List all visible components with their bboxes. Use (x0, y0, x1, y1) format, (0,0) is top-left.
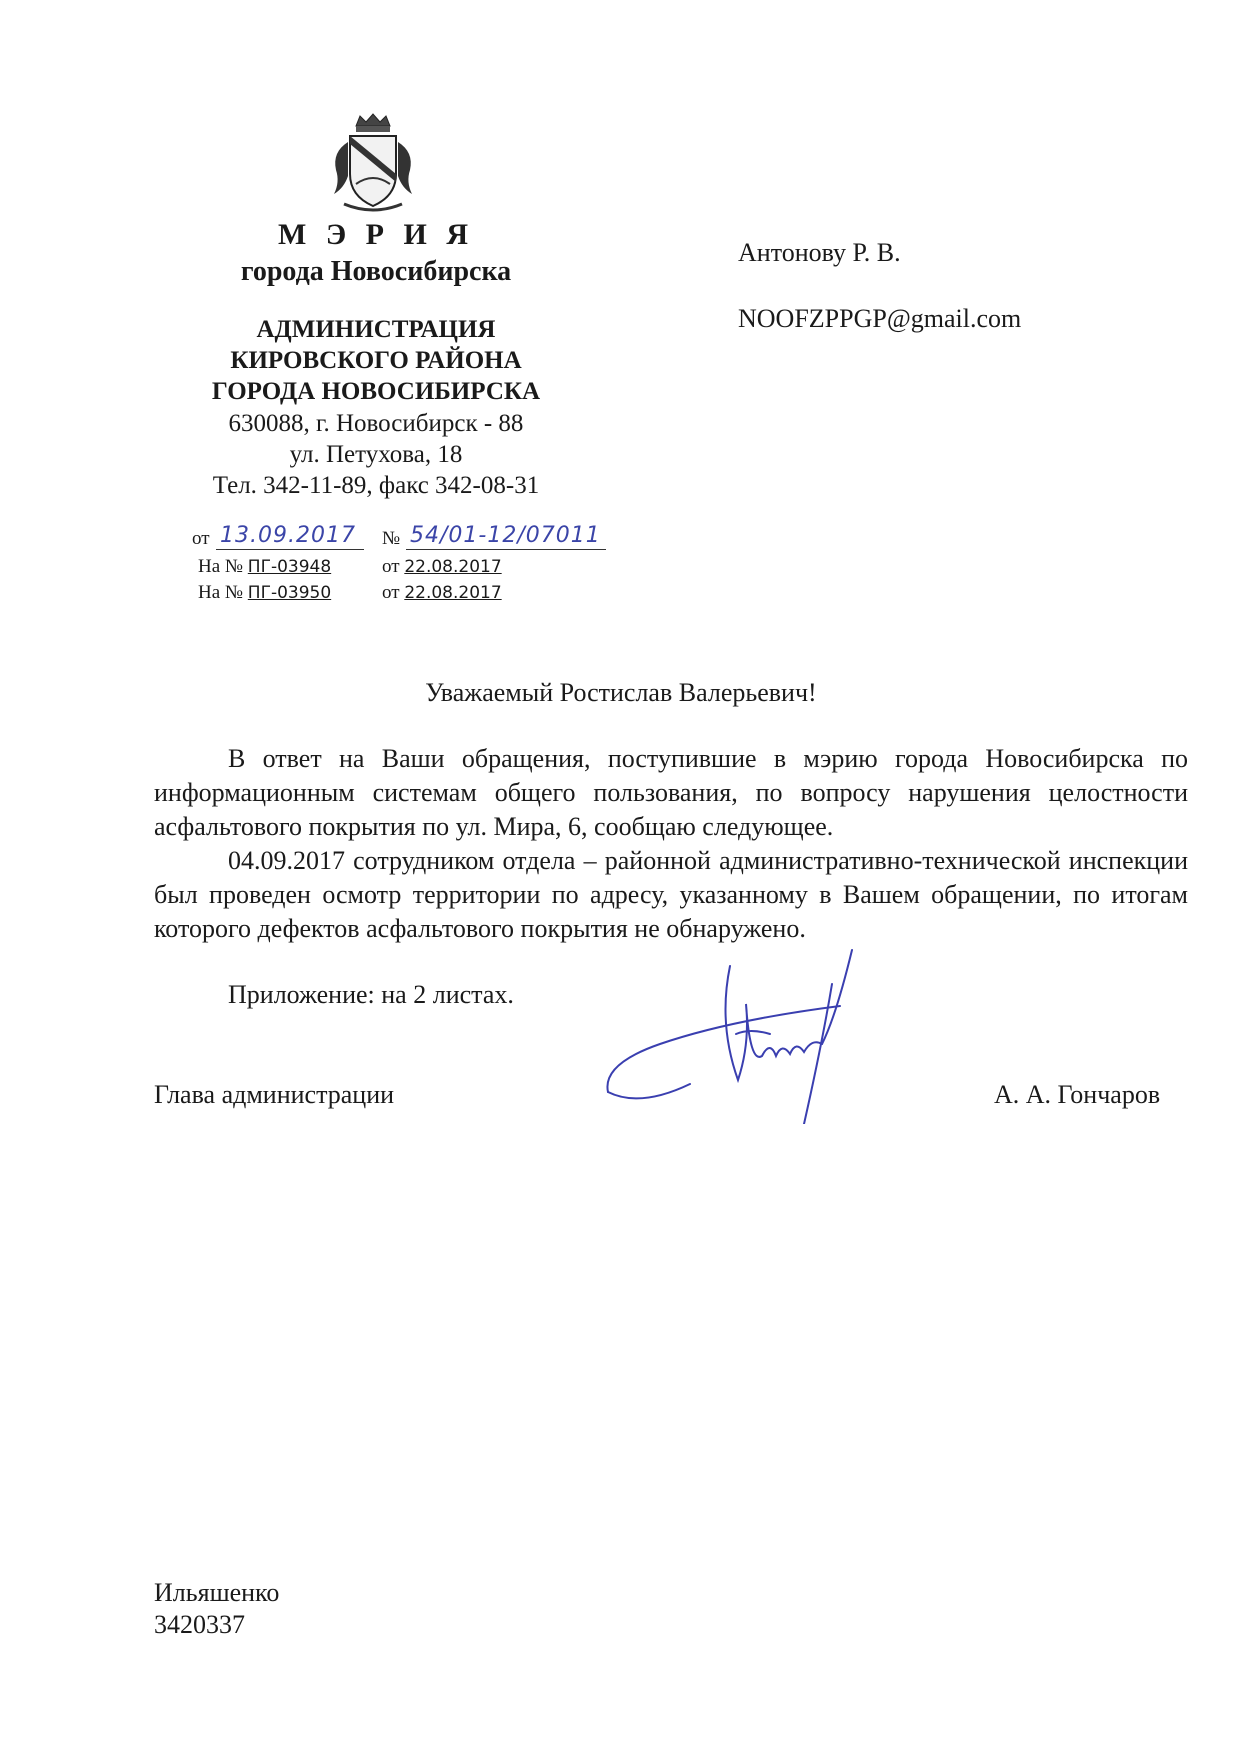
body-paragraph: 04.09.2017 сотрудником отдела – районной административно-технической инспекции был проведен осмотр территории по адресу, указанному в Вашем обращении, по итогам которого дефектов асфальтового покрытия не обнаружено. (154, 846, 1188, 943)
recipient-email: NOOFZPPGP@gmail.com (738, 304, 1022, 333)
administration-line: ГОРОДА НОВОСИБИРСКА (211, 378, 541, 405)
address-street: ул. Петухова, 18 (289, 441, 463, 468)
letter-body (154, 742, 1188, 946)
mayoralty-title: М Э Р И Я (278, 218, 474, 251)
administration-name (150, 314, 602, 407)
administration-line: КИРОВСКОГО РАЙОНА (230, 347, 522, 374)
reference-date-row (382, 582, 502, 604)
registration-number-underline (406, 549, 606, 550)
registration-number-label: № (382, 528, 401, 549)
handwritten-signature (600, 944, 900, 1124)
registration-line (192, 522, 652, 552)
mayoralty-city: города Новосибирска (240, 256, 512, 287)
reference-row (198, 556, 331, 578)
reference-number: ПГ-03950 (247, 583, 332, 603)
reference-number: ПГ-03948 (247, 557, 332, 577)
reference-date: 22.08.2017 (404, 557, 502, 577)
body-paragraph: В ответ на Ваши обращения, поступившие в мэрию города Новосибирска по информационным системам общего пользования, по вопросу нарушения целостности асфальтового покрытия по ул. Мира, 6, сообщаю следующее. (154, 744, 1188, 841)
executor-phone: 3420337 (154, 1610, 245, 1639)
reference-date-label: от (382, 556, 400, 577)
reference-prefix: На № (198, 582, 244, 603)
reference-prefix: На № (198, 556, 244, 577)
registration-date: 13.09.2017 (220, 523, 356, 548)
novosibirsk-coat-of-arms-icon (326, 112, 420, 216)
reference-date-label: от (382, 582, 400, 603)
signer-name: А. А. Гончаров (994, 1080, 1161, 1109)
address-postal: 630088, г. Новосибирск - 88 (228, 410, 524, 437)
reference-date: 22.08.2017 (404, 583, 502, 603)
registration-number: 54/01-12/07011 (410, 523, 601, 548)
registration-date-label: от (192, 528, 210, 549)
address-phone-fax: Тел. 342-11-89, факс 342-08-31 (212, 472, 540, 499)
reference-row (198, 582, 331, 604)
registration-date-underline (216, 549, 364, 550)
reference-date-row (382, 556, 502, 578)
administration-address (150, 408, 602, 501)
recipient-name: Антонову Р. В. (738, 238, 901, 267)
salutation: Уважаемый Ростислав Валерьевич! (425, 678, 817, 707)
administration-line: АДМИНИСТРАЦИЯ (256, 316, 496, 343)
attachment-note: Приложение: на 2 листах. (228, 980, 514, 1009)
executor-name: Ильяшенко (154, 1578, 280, 1607)
signer-title: Глава администрации (154, 1080, 395, 1109)
